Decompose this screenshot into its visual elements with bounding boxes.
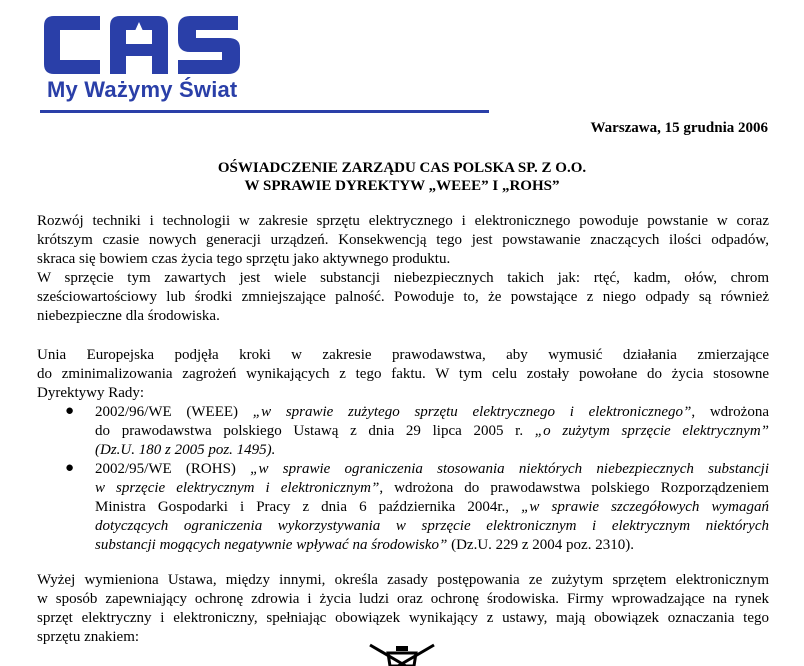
bullet-icon: ● [65, 460, 75, 476]
text-line: Rozwój techniki i technologii w zakresie sprzętu elektrycznego i elektronicznego powoduje powstanie w coraz [37, 213, 769, 229]
eu-paragraph [37, 346, 769, 403]
brand-tagline: My Ważymy Świat [47, 77, 238, 102]
closing-paragraph [37, 571, 769, 647]
document-title-line1: OŚWIADCZENIE ZARZĄDU CAS POLSKA SP. Z O.O. [217, 160, 587, 176]
document-title-line2: W SPRAWIE DYREKTYW „WEEE” I „ROHS” [244, 178, 560, 194]
document-date: Warszawa, 15 grudnia 2006 [590, 120, 768, 136]
cas-logo-mark [40, 12, 300, 78]
text-line: substancji mogących negatywnie wpływać na środowisko” (Dz.U. 229 z 2004 poz. 2310). [95, 537, 634, 553]
header-rule [40, 110, 489, 113]
text-line: w sposób zapewniający ochronę zdrowia i życia ludzi oraz ochronę środowiska. Firmy wprowadzające na rynek [37, 591, 769, 607]
text-line: dotyczących ograniczenia wykorzystywania w sprzęcie elektronicznym i elektrycznym niektórych [95, 518, 769, 534]
text-line: (Dz.U. 180 z 2005 poz. 1495). [95, 442, 276, 458]
text-line: sześciowartościowy lub środki zmniejszające palność. Powoduje to, że powstające z niego odpady są również [37, 289, 769, 305]
text-line: 2002/95/WE (ROHS) „w sprawie ograniczenia stosowania niektórych niebezpiecznych substancji [95, 461, 769, 477]
text-line: sprzętu znakiem: [37, 629, 140, 645]
text-line: do prawodawstwa polskiego Ustawą z dnia 29 lipca 2005 r. „o zużytym sprzęcie elektrycznym” [95, 423, 769, 439]
text-line: do zminimalizowania zagrożeń wynikających z tego faktu. W tym celu zostały powołane do życia stosowne [37, 366, 769, 382]
text-line: sprzęt elektryczny i elektroniczny, spełniając obowiązek wynikający z ustawy, mają obowiązek oznaczania tego [37, 610, 769, 626]
text-line: 2002/96/WE (WEEE) „w sprawie zużytego sprzętu elektrycznego i elektronicznego”, wdrożona [95, 404, 769, 420]
directive-rohs [95, 460, 769, 555]
text-line: Unia Europejska podjęła kroki w zakresie prawodawstwa, aby wymusić działania zmierzające [37, 347, 769, 363]
text-line: krótszym czasie nowych generacji urządzeń. Konsekwencją tego jest powstawanie znaczących ilości odpadów, [37, 232, 769, 248]
bullet-icon: ● [65, 403, 75, 419]
text-line: niebezpieczne dla środowiska. [37, 308, 220, 324]
text-line: w sprzęcie elektrycznym i elektronicznym”, wdrożona do prawodawstwa polskiego Rozporządzeniem [95, 480, 769, 496]
text-line: Wyżej wymieniona Ustawa, między innymi, określa zasady postępowania ze zużytym sprzętem elektronicznym [37, 572, 769, 588]
text-line: Dyrektywy Rady: [37, 385, 145, 401]
text-line: W sprzęcie tym zawartych jest wiele substancji niebezpiecznych takich jak: rtęć, kadm, ołów, chrom [37, 270, 769, 286]
cas-logo [40, 12, 490, 116]
text-line: skraca się bowiem czas życia tego sprzętu jako aktywnego produktu. [37, 251, 451, 267]
directive-weee [95, 403, 769, 460]
text-line: Ministra Gospodarki i Pracy z dnia 6 października 2004r., „w sprawie szczegółowych wymagań [95, 499, 769, 515]
intro-paragraph [37, 212, 769, 326]
crossed-out-wheelie-bin-icon [366, 643, 438, 666]
